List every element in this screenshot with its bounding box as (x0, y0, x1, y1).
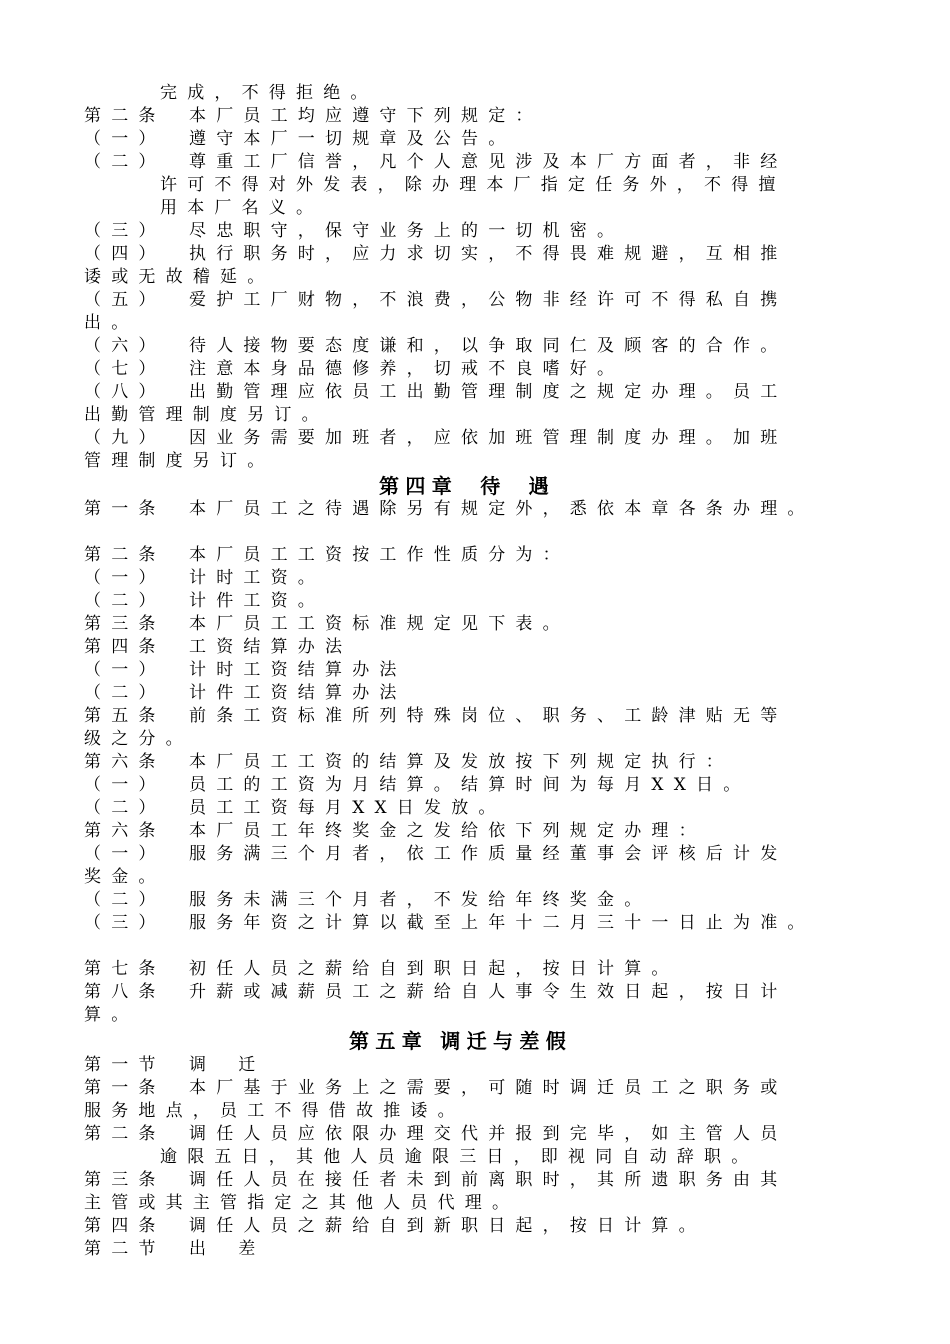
article-label: 第二条 (84, 106, 166, 126)
article (84, 544, 570, 567)
clause (84, 659, 407, 682)
article-text: 本厂员工年终奖金之发给依下列规定办理： (189, 821, 706, 841)
clause-label: （二） (84, 890, 166, 910)
text-line: 主管或其主管指定之其他人员代理。 (84, 1193, 520, 1213)
clause-text: 员工工资每月XX日发放。 (189, 798, 506, 818)
clause (84, 912, 815, 935)
clause (84, 889, 651, 912)
clause-text: 计时工资。 (189, 568, 325, 588)
clause-text: 出勤管理应依员工出勤管理制度之规定办理。员工 (189, 382, 788, 402)
clause (84, 567, 325, 590)
section-heading (84, 1238, 265, 1261)
section-title-part: 迁 (238, 1055, 266, 1075)
clause-label: （四） (84, 244, 166, 264)
article-label: 第三条 (84, 1170, 166, 1190)
clause (84, 427, 787, 450)
clause (84, 220, 624, 243)
article (84, 1123, 787, 1146)
clause-text: 服务未满三个月者，不发给年终奖金。 (189, 890, 652, 910)
clause-text: 因业务需要加班者，应依加班管理制度办理。加班 (189, 428, 788, 448)
clause-label: （八） (84, 382, 166, 402)
article-text: 调任人员应依限办理交代并报到完毕，如主管人员 (189, 1124, 788, 1144)
clause-label: （一） (84, 568, 166, 588)
clause (84, 243, 787, 266)
section-label: 第二节 (84, 1239, 166, 1259)
article (84, 981, 787, 1004)
article-label: 第七条 (84, 959, 166, 979)
article-text: 本厂员工之待遇除另有规定外，悉依本章各条办理。 (189, 499, 815, 519)
clause-text: 注意本身品德修养，切戒不良嗜好。 (189, 359, 625, 379)
section-title-part: 差 (238, 1239, 266, 1259)
article-label: 第三条 (84, 614, 166, 634)
clause-label: （二） (84, 683, 166, 703)
clause-text: 服务满三个月者，依工作质量经董事会评核后计发 (189, 844, 788, 864)
clause-label: （三） (84, 221, 166, 241)
clause-label: （六） (84, 336, 166, 356)
article (84, 1077, 787, 1100)
article-label: 第八条 (84, 982, 166, 1002)
article-label: 第一条 (84, 499, 166, 519)
clause-text: 计件工资结算办法 (189, 683, 407, 703)
text-line: 管理制度另订。 (84, 451, 275, 471)
text-line: 级之分。 (84, 729, 193, 749)
clause-text: 爱护工厂财物，不浪费，公物非经许可不得私自携 (189, 290, 788, 310)
article-text: 调任人员之薪给自到新职日起，按日计算。 (189, 1216, 706, 1236)
clause-text: 计件工资。 (189, 591, 325, 611)
clause (84, 289, 787, 312)
clause-text: 服务年资之计算以截至上年十二月三十一日止为准。 (189, 913, 815, 933)
text-line: 出。 (84, 313, 139, 333)
chapter-title-part: 遇 (528, 474, 556, 498)
text-line: 服务地点，员工不得借故推诿。 (84, 1101, 465, 1121)
article-label: 第五条 (84, 706, 166, 726)
article-text: 工资结算办法 (189, 637, 353, 657)
article (84, 751, 733, 774)
text-line: 用本厂名义。 (160, 198, 324, 218)
article-text: 初任人员之薪给自到职日起，按日计算。 (189, 959, 679, 979)
article-text: 本厂员工工资按工作性质分为： (189, 545, 570, 565)
text-line: 算。 (84, 1005, 139, 1025)
article-text: 本厂员工工资的结算及发放按下列规定执行： (189, 752, 733, 772)
clause (84, 590, 325, 613)
article-text: 前条工资标准所列特殊岗位、职务、工龄津贴无等 (189, 706, 788, 726)
clause-label: （一） (84, 129, 166, 149)
clause-label: （一） (84, 660, 166, 680)
chapter-title: 调迁与差假 (440, 1029, 573, 1053)
text-line: 诿或无故稽延。 (84, 267, 275, 287)
article (84, 1215, 706, 1238)
article (84, 1169, 787, 1192)
clause-label: （一） (84, 844, 166, 864)
article-label: 第四条 (84, 1216, 166, 1236)
clause-label: （二） (84, 591, 166, 611)
clause (84, 774, 750, 797)
text-line: 许可不得对外发表，除办理本厂指定任务外，不得擅 (160, 175, 786, 195)
article-label: 第六条 (84, 752, 166, 772)
clause-text: 执行职务时，应力求切实，不得畏难规避，互相推 (189, 244, 788, 264)
clause (84, 151, 787, 174)
article-label: 第六条 (84, 821, 166, 841)
clause (84, 128, 515, 151)
article-text: 调任人员在接任者未到前离职时，其所遗职务由其 (189, 1170, 788, 1190)
chapter-number: 第五章 (349, 1029, 429, 1053)
article-label: 第一条 (84, 1078, 166, 1098)
article (84, 498, 815, 521)
section-title-part: 出 (189, 1239, 217, 1259)
clause-label: （九） (84, 428, 166, 448)
clause (84, 682, 407, 705)
section-label: 第一节 (84, 1055, 166, 1075)
clause-label: （二） (84, 152, 166, 172)
clause-label: （一） (84, 775, 166, 795)
article-label: 第二条 (84, 1124, 166, 1144)
article-text: 升薪或减薪员工之薪给自人事令生效日起，按日计 (189, 982, 788, 1002)
chapter-heading (379, 475, 555, 498)
chapter-title-part: 待 (480, 474, 507, 498)
clause (84, 843, 787, 866)
clause-text: 尊重工厂信誉，凡个人意见涉及本厂方面者，非经 (189, 152, 788, 172)
article-text: 本厂员工均应遵守下列规定： (189, 106, 543, 126)
clause (84, 335, 787, 358)
clause-text: 员工的工资为月结算。结算时间为每月XX日。 (189, 775, 751, 795)
article (84, 613, 570, 636)
text-line: 完成，不得拒绝。 (160, 83, 378, 103)
text-line: 奖金。 (84, 867, 166, 887)
section-heading (84, 1054, 265, 1077)
text-line: 逾限五日，其他人员逾限三日，即视同自动辞职。 (160, 1147, 759, 1167)
chapter-number: 第四章 (379, 474, 459, 498)
clause (84, 381, 787, 404)
article-text: 本厂员工工资标准规定见下表。 (189, 614, 570, 634)
clause-text: 计时工资结算办法 (189, 660, 407, 680)
article (84, 105, 543, 128)
clause-label: （二） (84, 798, 166, 818)
clause (84, 358, 624, 381)
article-label: 第二条 (84, 545, 166, 565)
article (84, 636, 352, 659)
clause-label: （七） (84, 359, 166, 379)
article (84, 705, 787, 728)
article (84, 958, 679, 981)
article-label: 第四条 (84, 637, 166, 657)
clause-text: 待人接物要态度谦和，以争取同仁及顾客的合作。 (189, 336, 788, 356)
section-title-part: 调 (189, 1055, 217, 1075)
article (84, 820, 706, 843)
clause-label: （五） (84, 290, 166, 310)
chapter-heading (349, 1030, 572, 1053)
clause-label: （三） (84, 913, 166, 933)
article-text: 本厂基于业务上之需要，可随时调迁员工之职务或 (189, 1078, 788, 1098)
clause (84, 797, 506, 820)
clause-text: 尽忠职守，保守业务上的一切机密。 (189, 221, 625, 241)
clause-text: 遵守本厂一切规章及公告。 (189, 129, 516, 149)
text-line: 出勤管理制度另订。 (84, 405, 329, 425)
